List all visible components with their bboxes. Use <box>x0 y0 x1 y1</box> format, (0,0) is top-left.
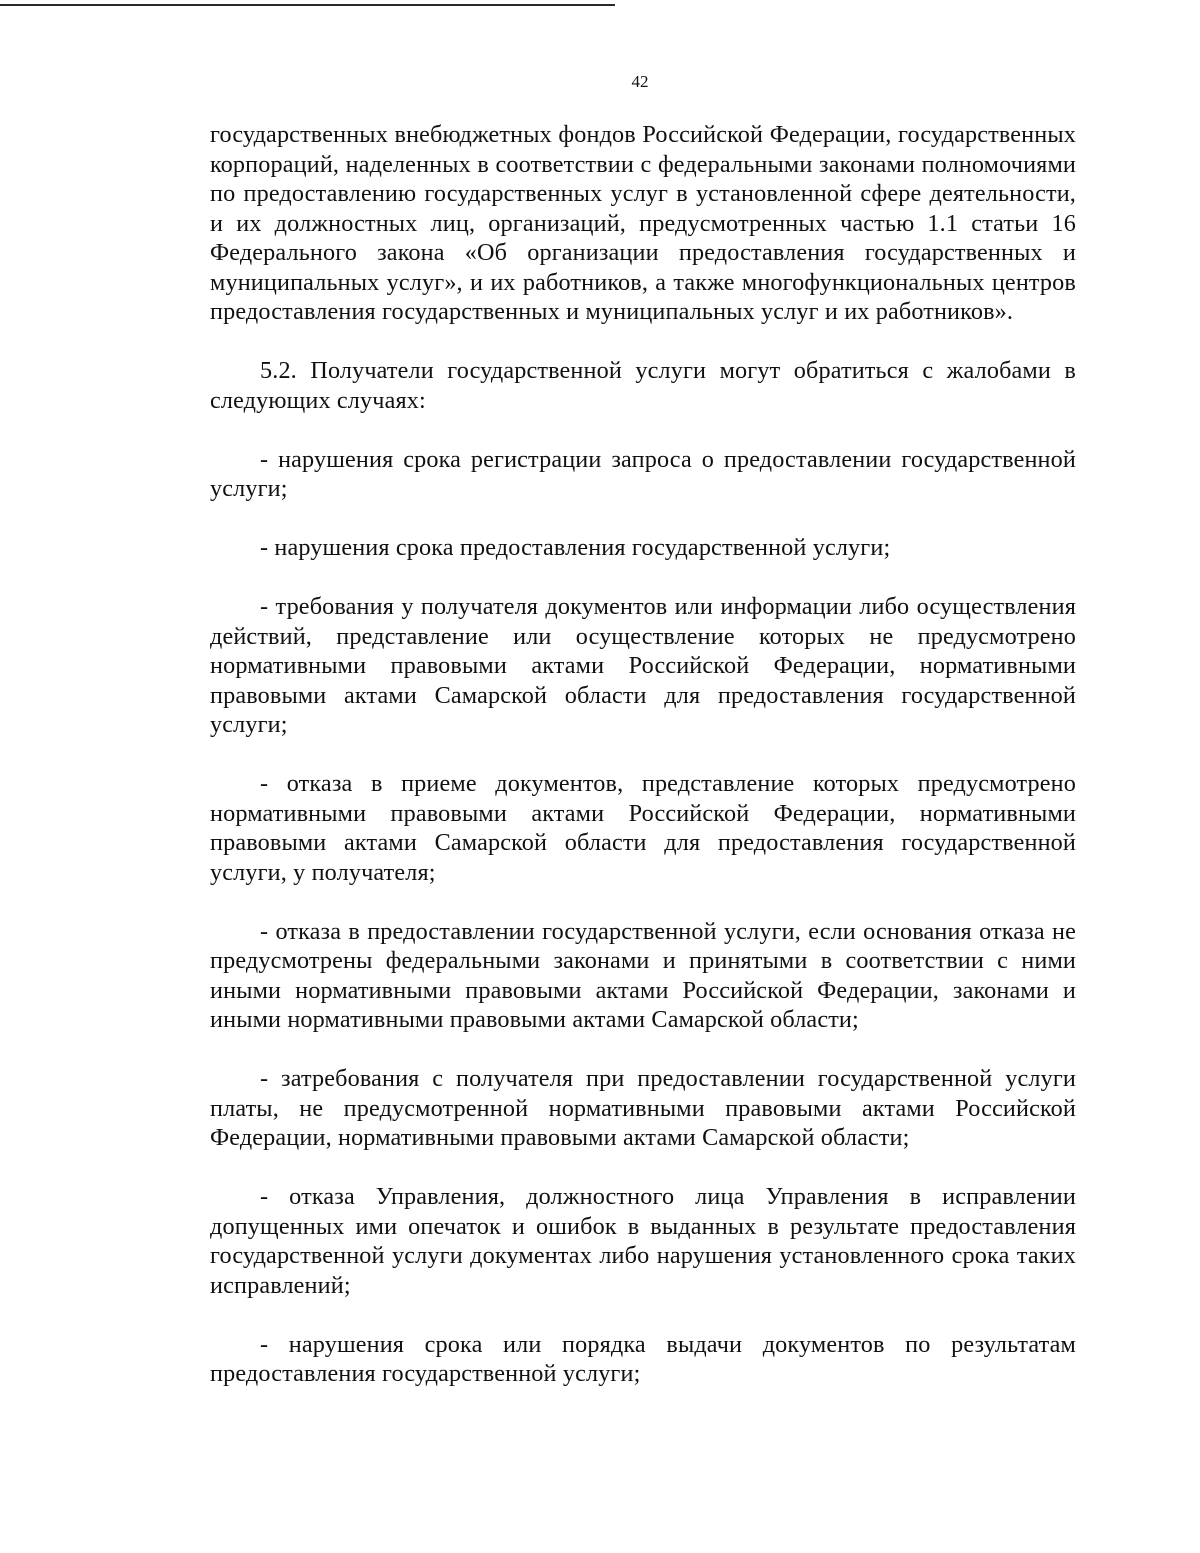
scan-edge-line <box>0 4 615 6</box>
paragraph-continuation: государственных внебюджетных фондов Российской Федерации, государственных корпораций, наделенных в соответствии с федеральными законами полномочиями по предоставлению государственных услуг в установленной сфере деятельности, и их должностных лиц, организаций, предусмотренных частью 1.1 статьи 16 Федерального закона «Об организации предоставления государственных и муниципальных услуг», и их работников, а также многофункциональных центров предоставления государственных и муниципальных услуг и их работников». <box>210 121 1076 325</box>
list-item: - нарушения срока регистрации запроса о предоставлении государственной услуги; <box>210 445 1076 502</box>
list-item: - затребования с получателя при предоставлении государственной услуги платы, не предусмотренной нормативными правовыми актами Российской Федерации, нормативными правовыми актами Самарской области; <box>210 1065 1076 1151</box>
list-item: - отказа в предоставлении государственной услуги, если основания отказа не предусмотрены федеральными законами и принятыми в соответствии с ними иными нормативными правовыми актами Российской Федерации, законами и иными нормативными правовыми актами Самарской области; <box>210 917 1076 1033</box>
list-item: - нарушения срока или порядка выдачи документов по результатам предоставления государственной услуги; <box>210 1330 1076 1387</box>
list-item: - отказа Управления, должностного лица Управления в исправлении допущенных ими опечаток и ошибок в выданных в результате предоставления государственной услуги документах либо нарушения установленного срока таких исправлений; <box>210 1183 1076 1299</box>
list-item: - отказа в приеме документов, представление которых предусмотрено нормативными правовыми актами Российской Федерации, нормативными правовыми актами Самарской области для предоставления государственной услуги, у получателя; <box>210 770 1076 886</box>
document-body <box>210 120 1076 1418</box>
list-item: - требования у получателя документов или информации либо осуществления действий, представление или осуществление которых не предусмотрено нормативными правовыми актами Российской Федерации, нормативными правовыми актами Самарской области для предоставления государственной услуги; <box>210 593 1076 738</box>
page-number: 42 <box>631 72 649 91</box>
paragraph-5-2: 5.2. Получатели государственной услуги могут обратиться с жалобами в следующих случаях: <box>210 357 1076 414</box>
list-item: - нарушения срока предоставления государственной услуги; <box>260 534 891 561</box>
